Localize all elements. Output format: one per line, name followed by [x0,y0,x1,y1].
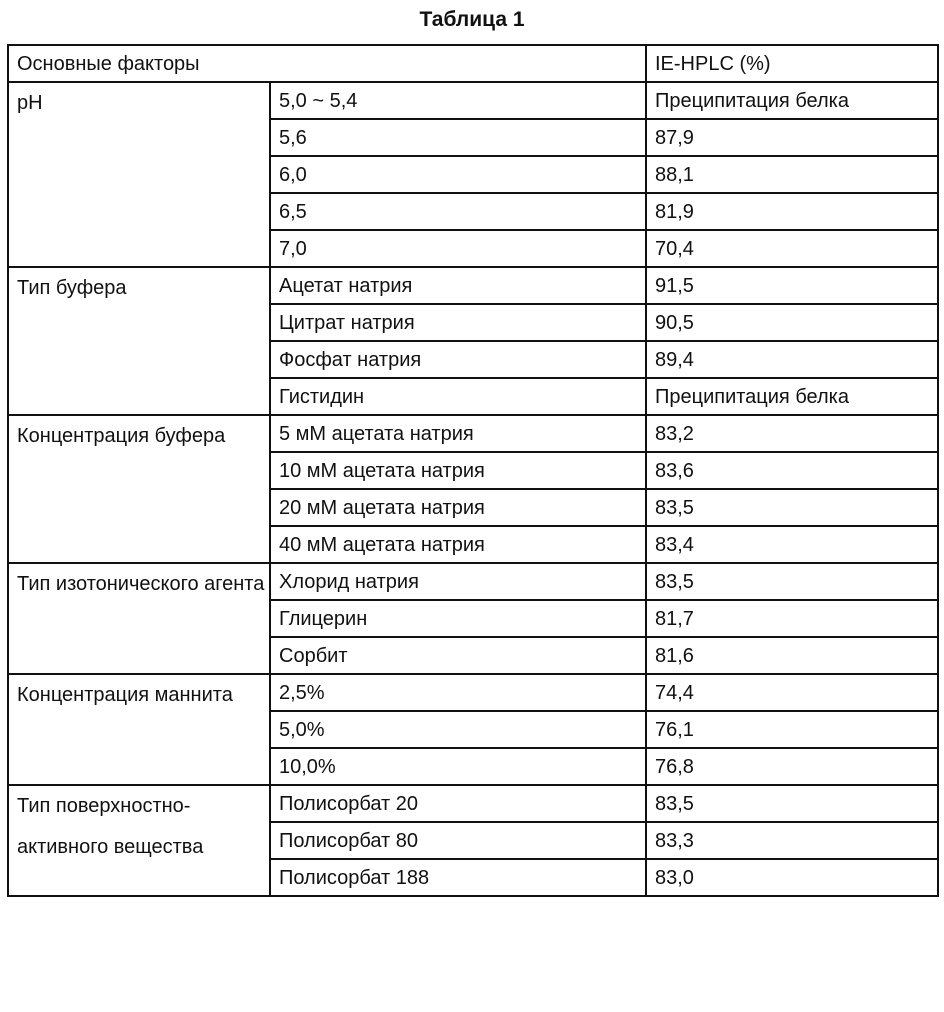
table-row [8,563,938,600]
value-cell: 70,4 [646,230,938,267]
condition-cell: Фосфат натрия [270,341,646,378]
condition-cell: Цитрат натрия [270,304,646,341]
header-row [8,45,938,82]
table-title: Таблица 1 [419,8,525,31]
condition-cell: 6,0 [270,156,646,193]
value-cell: 83,3 [646,822,938,859]
group-label: Концентрация маннита [8,674,270,785]
value-cell: 90,5 [646,304,938,341]
value-cell: 83,5 [646,785,938,822]
value-cell: 76,8 [646,748,938,785]
value-cell: 89,4 [646,341,938,378]
condition-cell: Сорбит [270,637,646,674]
value-cell: 83,6 [646,452,938,489]
condition-cell: Глицерин [270,600,646,637]
table-row [8,674,938,711]
condition-cell: 5,6 [270,119,646,156]
condition-cell: Полисорбат 20 [270,785,646,822]
condition-cell: Гистидин [270,378,646,415]
table-row [8,415,938,452]
value-cell: 83,4 [646,526,938,563]
group-label: Концентрация буфера [8,415,270,563]
condition-cell: 5,0% [270,711,646,748]
value-cell: 83,5 [646,563,938,600]
value-cell: 91,5 [646,267,938,304]
group-label: Тип изотонического агента [8,563,270,674]
value-cell: 81,7 [646,600,938,637]
condition-cell: Полисорбат 188 [270,859,646,896]
value-cell: 81,9 [646,193,938,230]
header-factors: Основные факторы [8,45,646,82]
condition-cell: 5 мМ ацетата натрия [270,415,646,452]
value-cell: 74,4 [646,674,938,711]
results-table [7,44,939,897]
group-label: Тип буфера [8,267,270,415]
value-cell: Преципитация белка [646,378,938,415]
value-cell: Преципитация белка [646,82,938,119]
table-row [8,785,938,822]
table-row [8,267,938,304]
header-method: IE-HPLC (%) [646,45,938,82]
value-cell: 83,5 [646,489,938,526]
condition-cell: Ацетат натрия [270,267,646,304]
condition-cell: Полисорбат 80 [270,822,646,859]
value-cell: 76,1 [646,711,938,748]
condition-cell: 20 мМ ацетата натрия [270,489,646,526]
table-row [8,82,938,119]
condition-cell: 10 мМ ацетата натрия [270,452,646,489]
condition-cell: Хлорид натрия [270,563,646,600]
group-label: pH [8,82,270,267]
condition-cell: 7,0 [270,230,646,267]
table-body [8,45,938,896]
condition-cell: 10,0% [270,748,646,785]
condition-cell: 6,5 [270,193,646,230]
value-cell: 83,0 [646,859,938,896]
group-label: Тип поверхностно-активного вещества [8,785,270,896]
value-cell: 88,1 [646,156,938,193]
value-cell: 87,9 [646,119,938,156]
condition-cell: 5,0 ~ 5,4 [270,82,646,119]
condition-cell: 2,5% [270,674,646,711]
value-cell: 81,6 [646,637,938,674]
value-cell: 83,2 [646,415,938,452]
condition-cell: 40 мМ ацетата натрия [270,526,646,563]
